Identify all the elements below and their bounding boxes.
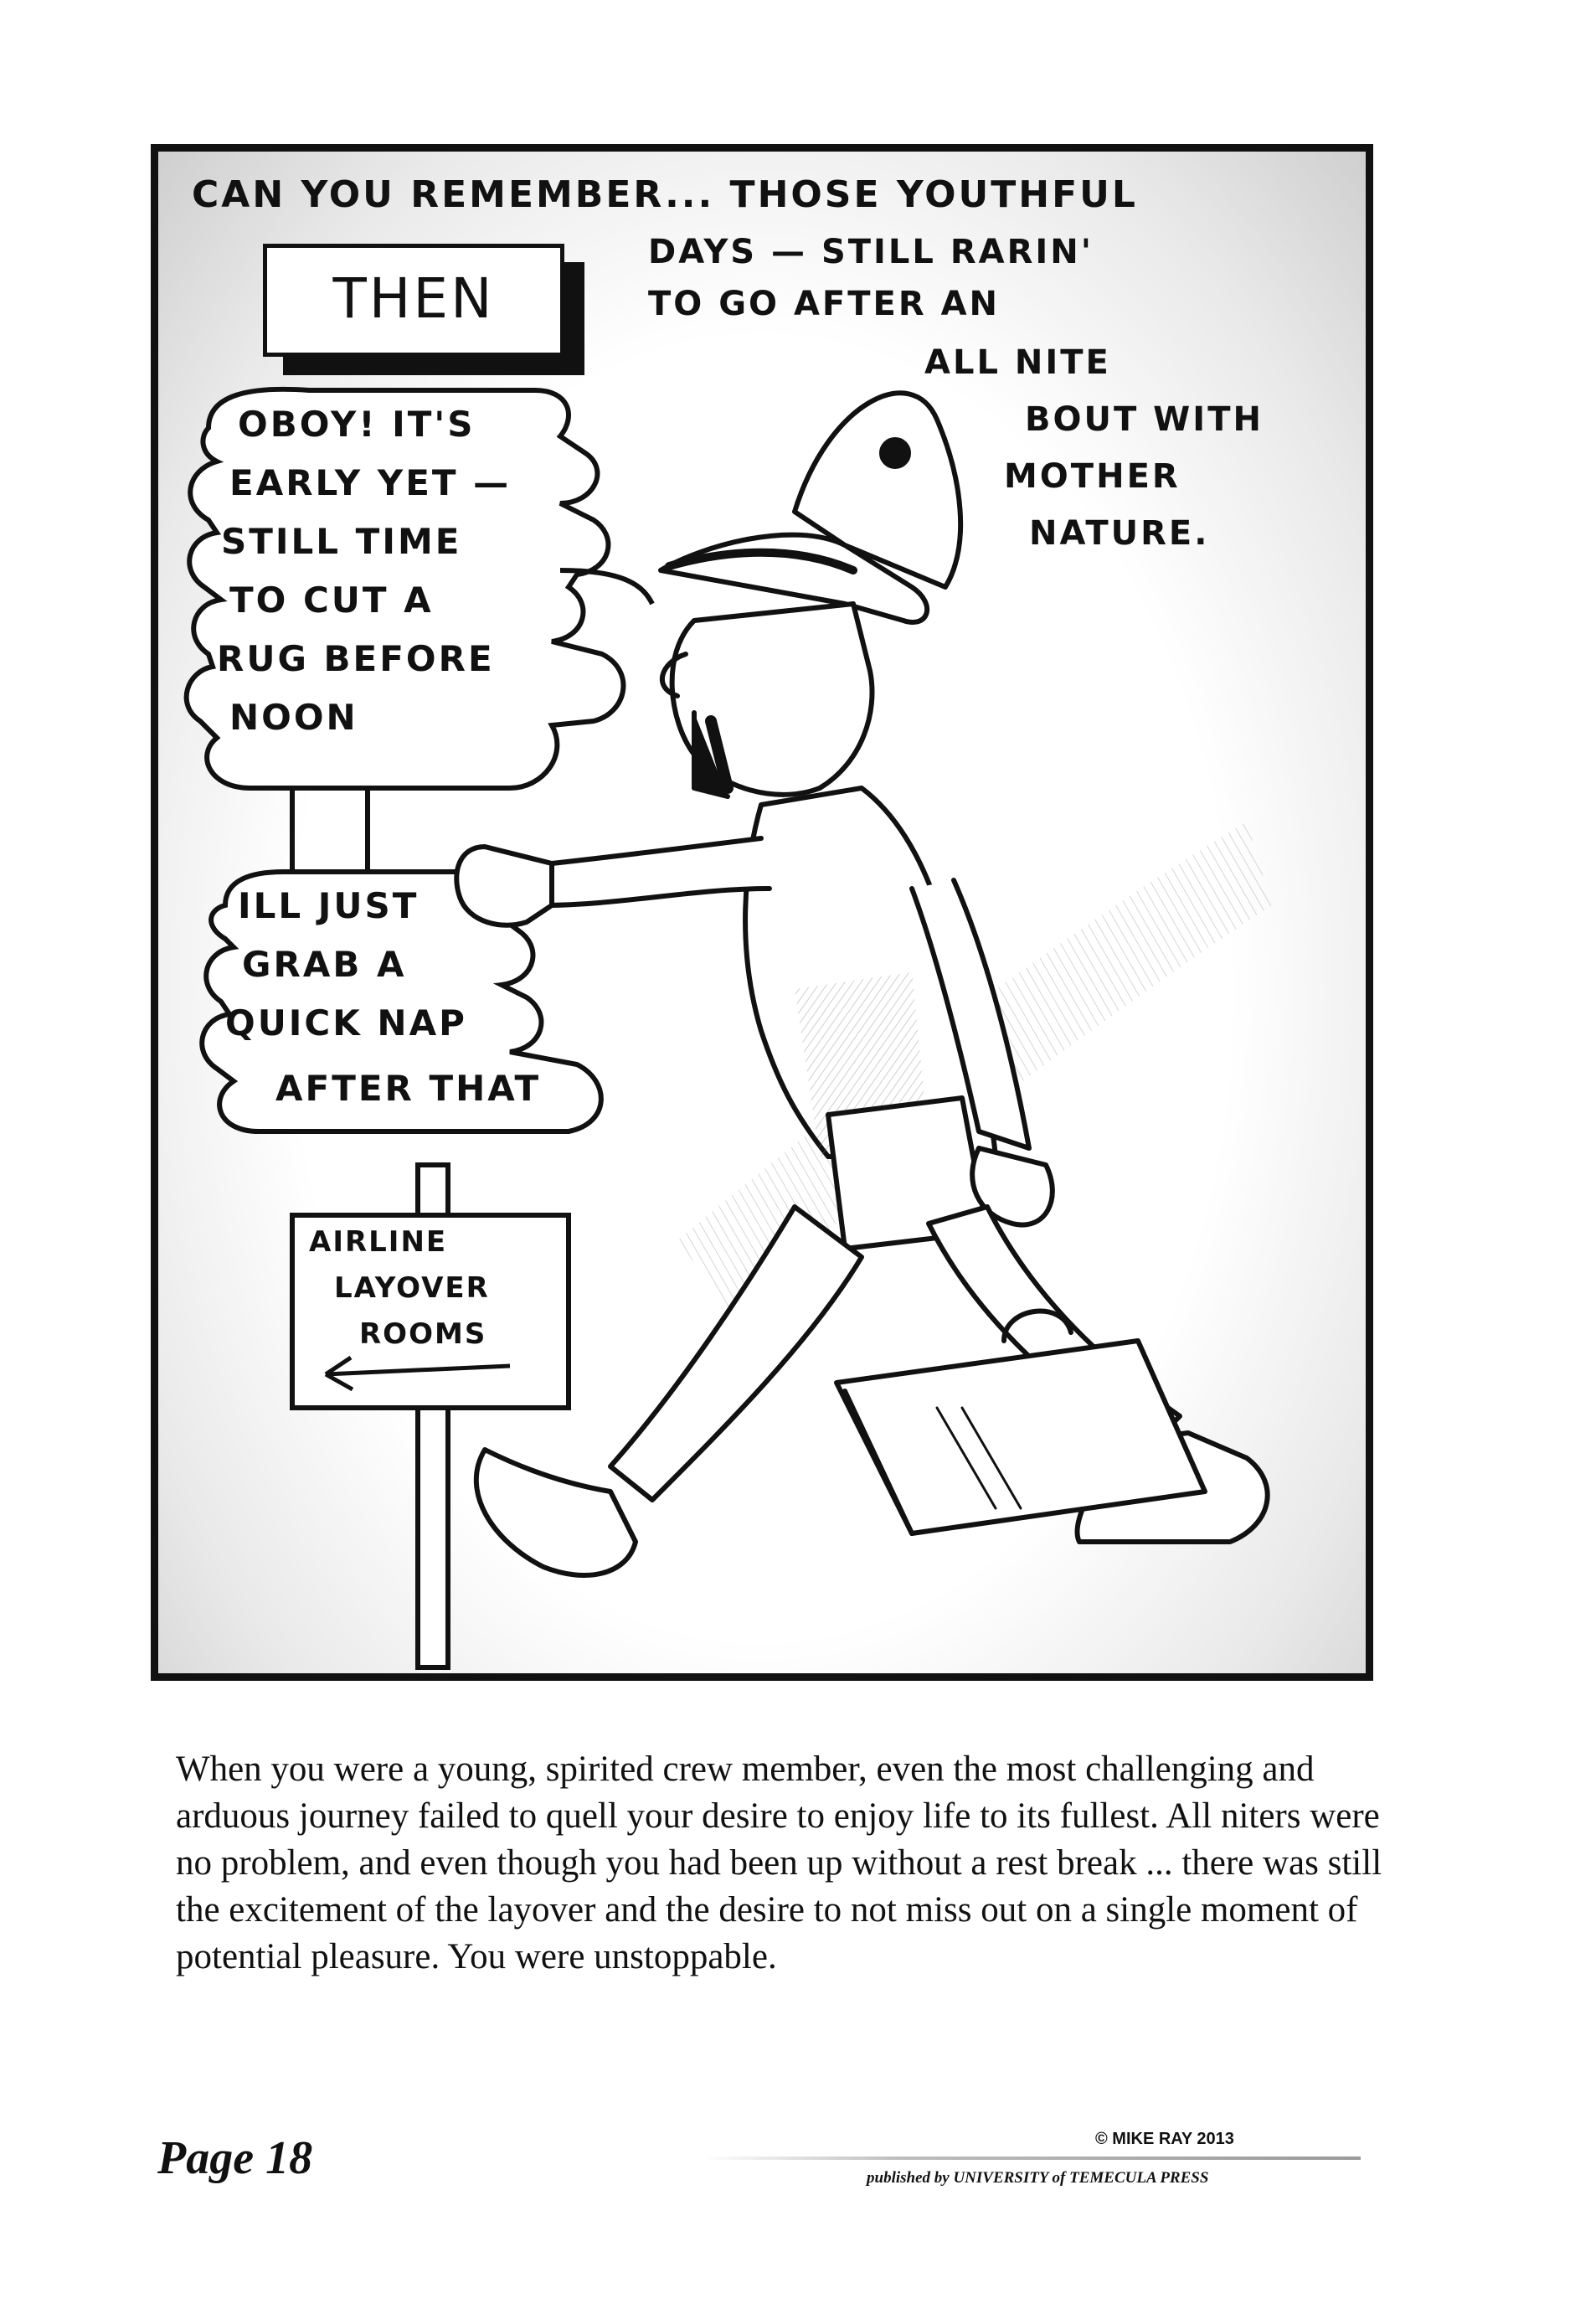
- copyright-notice: © MIKE RAY 2013: [1095, 2130, 1234, 2148]
- caption-line-6: MOTHER: [1004, 457, 1181, 496]
- bubble-1-line-6: NOON: [229, 697, 358, 738]
- publisher-credit: published by UNIVERSITY of TEMECULA PRESS: [867, 2169, 1209, 2187]
- caption-line-5: BOUT WITH: [1025, 400, 1264, 439]
- bubble-1-line-2: EARLY YET —: [229, 462, 512, 503]
- then-label-box: [263, 244, 564, 357]
- bubble-1-line-5: RUG BEFORE: [217, 638, 495, 679]
- caption-line-2: DAYS — STILL RARIN': [648, 233, 1094, 271]
- bubble-1-line-1: OBOY! IT'S: [238, 404, 476, 445]
- caption-line-3: TO GO AFTER AN: [648, 285, 1001, 323]
- sign-line-1: AIRLINE: [309, 1225, 448, 1259]
- caption-line-4: ALL NITE: [924, 343, 1111, 382]
- page-number: Page 18: [157, 2132, 313, 2184]
- body-paragraph: When you were a young, spirited crew member, even the most challenging and arduous journey failed to quell your desire to enjoy life to its fullest. All niters were no problem, and even though you had been up without a rest break ... there was still the excitement of the layover and the desire to not miss out on a single moment of potential pleasure. You were unstoppable.: [176, 1749, 1382, 1976]
- bubble-2-line-1: ILL JUST: [238, 885, 420, 926]
- sign-line-3: ROOMS: [359, 1317, 487, 1351]
- caption-line-7: NATURE.: [1029, 514, 1210, 553]
- bubble-1-line-4: TO CUT A: [229, 580, 434, 621]
- footer-divider: [703, 2157, 1361, 2160]
- bubble-1-line-3: STILL TIME: [221, 521, 462, 562]
- bubble-2-line-3: QUICK NAP: [225, 1002, 467, 1043]
- then-label: THEN: [332, 266, 495, 331]
- cartoon-panel: [151, 144, 1373, 1681]
- bubble-2-line-2: GRAB A: [242, 944, 407, 985]
- bubble-2-line-4: AFTER THAT: [275, 1068, 542, 1109]
- sign-line-2: LAYOVER: [334, 1271, 490, 1305]
- caption-line-1: CAN YOU REMEMBER... THOSE YOUTHFUL: [192, 173, 1138, 216]
